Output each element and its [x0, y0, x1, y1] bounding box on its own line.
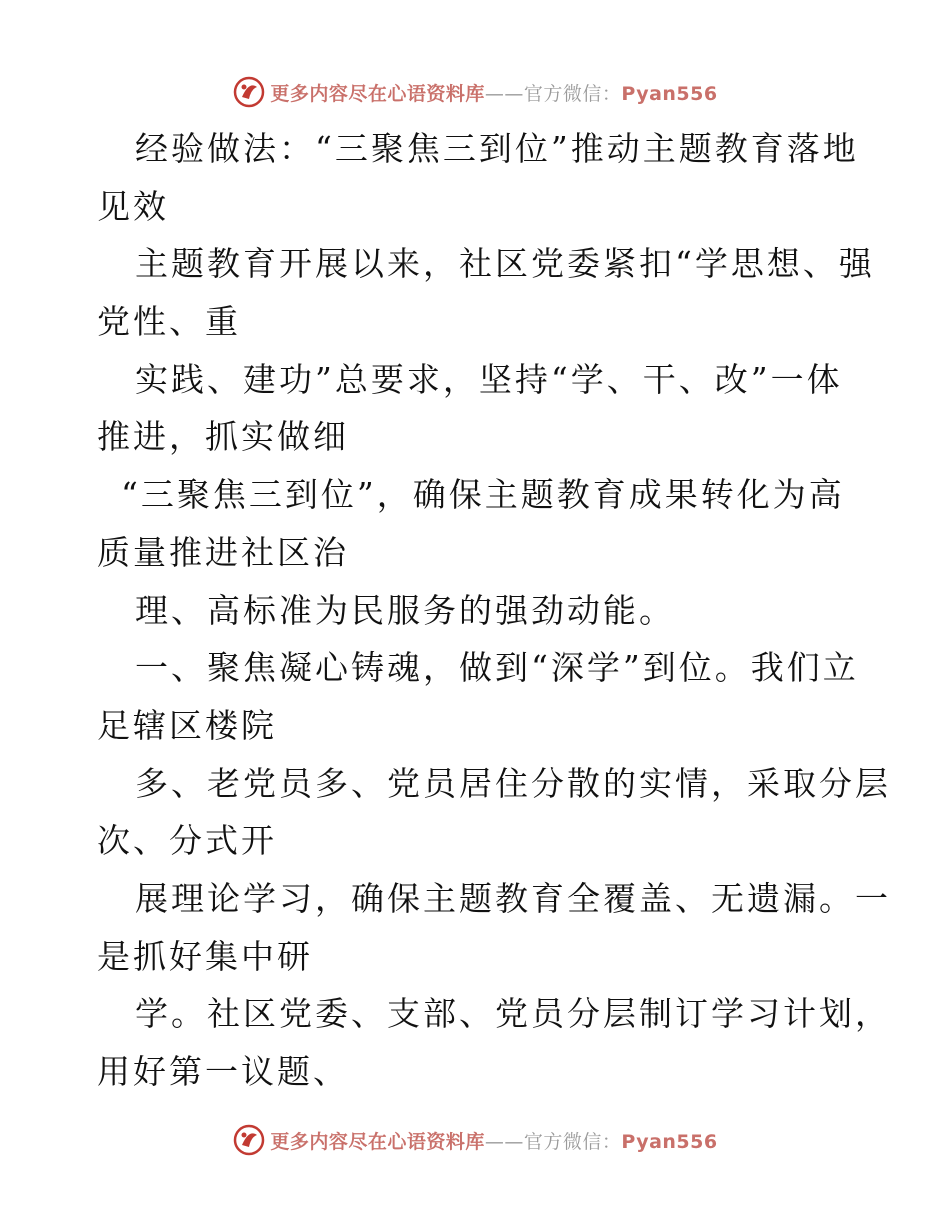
brand-logo-icon	[232, 1123, 266, 1157]
doc-line: 实践、建功”总要求，坚持“学、干、改”一体	[135, 359, 843, 399]
doc-line: 党性、重	[97, 302, 241, 342]
doc-line: 次、分式开	[97, 821, 277, 861]
doc-line: 学。社区党委、支部、党员分层制订学习计划，	[135, 994, 891, 1034]
watermark-dash: ——	[484, 1130, 524, 1153]
watermark-wechat-label: 官方微信：	[523, 1130, 622, 1153]
doc-line-section-heading: 一、聚焦凝心铸魂，做到“深学”到位。我们立	[135, 648, 859, 688]
watermark-wechat-id: Pyan556	[621, 82, 718, 105]
doc-line: 足辖区楼院	[97, 705, 277, 745]
doc-line: 用好第一议题、	[97, 1052, 349, 1091]
watermark-brand: 更多内容尽在心语资料库	[270, 82, 485, 105]
document-body	[97, 120, 891, 1101]
doc-line-title: 经验做法：“三聚焦三到位”推动主题教育落地	[135, 129, 859, 168]
watermark-text	[270, 79, 717, 106]
watermark-wechat-label: 官方微信：	[523, 82, 622, 105]
doc-line-title-cont: 见效	[97, 186, 169, 226]
watermark-banner-bottom	[0, 1118, 950, 1162]
watermark-wechat-id: Pyan556	[621, 1130, 718, 1153]
brand-logo-icon	[232, 75, 266, 109]
watermark-dash: ——	[484, 82, 524, 105]
doc-line: “三聚焦三到位”，确保主题教育成果转化为高	[121, 475, 845, 515]
doc-line: 理、高标准为民服务的强劲动能。	[135, 590, 675, 630]
watermark-text	[270, 1127, 717, 1154]
watermark-brand: 更多内容尽在心语资料库	[270, 1130, 485, 1153]
watermark-banner-top	[0, 70, 950, 114]
doc-line: 推进，抓实做细	[97, 417, 349, 457]
doc-line: 展理论学习，确保主题教育全覆盖、无遗漏。一	[135, 878, 891, 918]
doc-line: 质量推进社区治	[97, 532, 349, 572]
doc-line: 主题教育开展以来，社区党委紧扣“学思想、强	[135, 244, 875, 284]
doc-line: 多、老党员多、党员居住分散的实情，采取分层	[135, 763, 891, 803]
doc-line: 是抓好集中研	[97, 936, 313, 976]
